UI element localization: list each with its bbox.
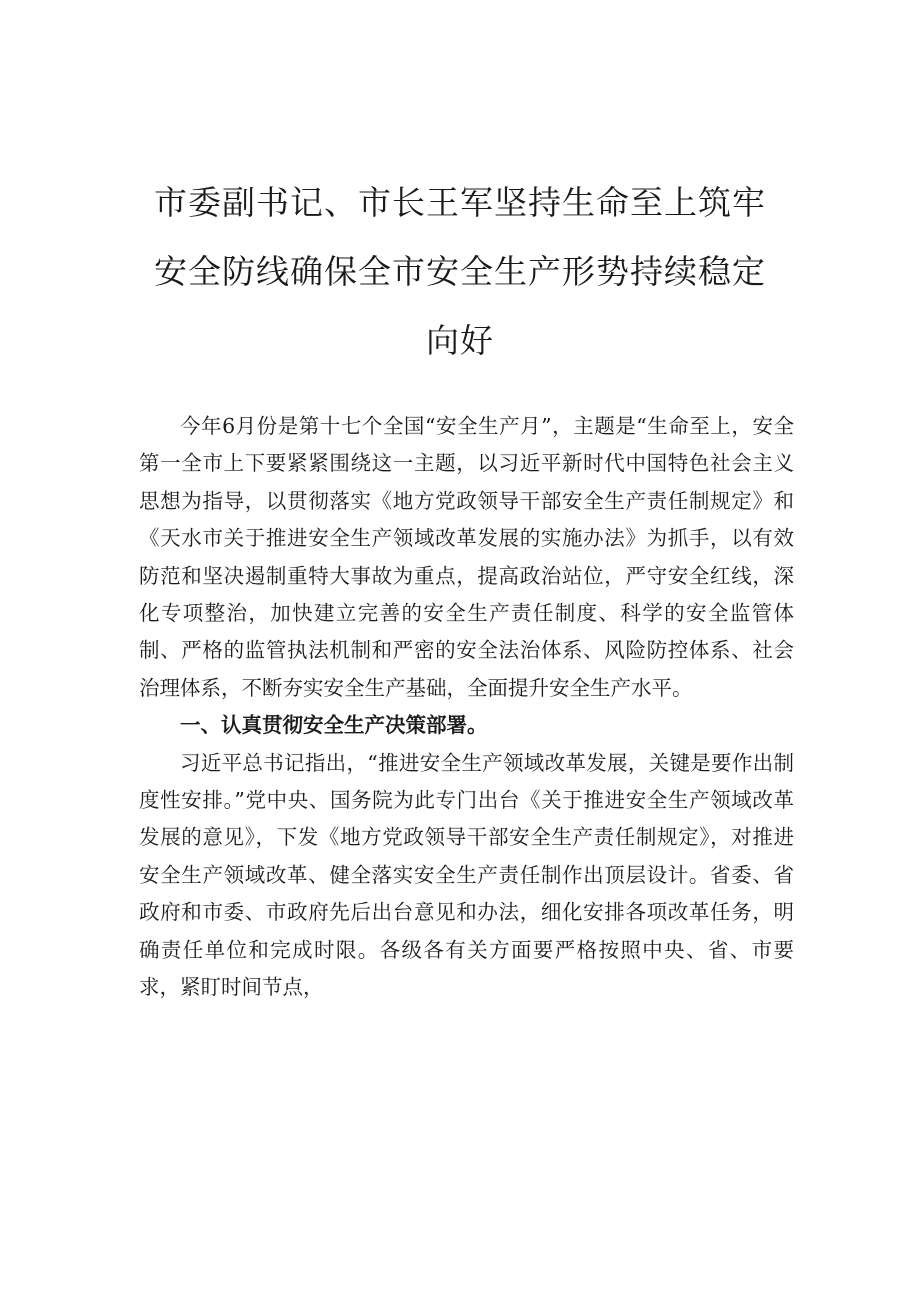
body-paragraph: 习近平总书记指出，“推进安全生产领域改革发展，关键是要作出制度性安排。”党中央、国务院为此专门出台《关于推进安全生产领域改革发展的意见》，下发《地方党政领导干部安全生产责任制规定》，对推进安全生产领域改革、健全落实安全生产责任制作出顶层设计。省委、省政府和市委、市政府先后出台意见和办法，细化安排各项改革任务，明确责任单位和完成时限。各级各有关方面要严格按照中央、省、市要求，紧盯时间节点， <box>139 750 794 1000</box>
document-body <box>139 408 794 1007</box>
body-paragraph: 今年6月份是第十七个全国“安全生产月”，主题是“生命至上，安全第一全市上下要紧紧围绕这一主题，以习近平新时代中国特色社会主义思想为指导，以贯彻落实《地方党政领导干部安全生产责任制规定》和《天水市关于推进安全生产领域改革发展的实施办法》为抓手，以有效防范和坚决遏制重特大事故为重点，提高政治站位，严守安全红线，深化专项整治，加快建立完善的安全生产责任制度、科学的安全监管体制、严格的监管执法机制和严密的安全法治体系、风险防控体系、社会治理体系，不断夯实安全生产基础，全面提升安全生产水平。 <box>139 414 794 700</box>
title-line-1: 市委副书记、市长王军坚持生命至上筑牢 <box>154 183 766 222</box>
title-line-3: 向好 <box>426 321 494 360</box>
document-title <box>140 168 780 375</box>
section-heading: 一、认真贯彻安全生产决策部署。 <box>180 713 488 738</box>
title-line-2: 安全防线确保全市安全生产形势持续稳定 <box>154 252 766 291</box>
